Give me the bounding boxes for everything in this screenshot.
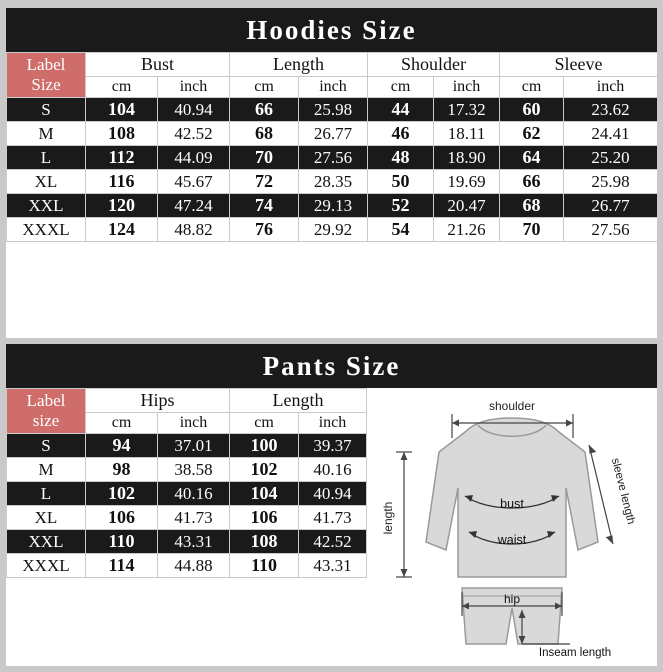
hoodies-row-size: XXL bbox=[7, 194, 86, 218]
length-label: length bbox=[381, 501, 395, 535]
pants-row-size: S bbox=[7, 434, 86, 458]
pants-title: Pants Size bbox=[6, 344, 657, 388]
inseam-length-label: Inseam length bbox=[538, 647, 612, 659]
hoodies-row-size: XL bbox=[7, 170, 86, 194]
cell-length-inch: 43.31 bbox=[299, 554, 367, 578]
label-word: Label bbox=[26, 55, 66, 75]
hoodies-label-size-header bbox=[7, 53, 86, 98]
cell-bust-cm: 116 bbox=[86, 170, 158, 194]
cell-sleeve-inch: 23.62 bbox=[564, 98, 658, 122]
sleeve-length-label: sleeve length bbox=[608, 456, 637, 526]
label-word: Label bbox=[26, 391, 66, 411]
bust-label: bust bbox=[500, 497, 524, 511]
pants-row-size: XL bbox=[7, 506, 86, 530]
cell-sleeve-cm: 62 bbox=[500, 122, 564, 146]
cell-sleeve-inch: 24.41 bbox=[564, 122, 658, 146]
cell-hips-cm: 102 bbox=[86, 482, 158, 506]
cell-shoulder-cm: 48 bbox=[368, 146, 434, 170]
table-row bbox=[7, 122, 658, 146]
measurement-diagram bbox=[370, 392, 655, 664]
cell-bust-inch: 45.67 bbox=[158, 170, 230, 194]
pants-group-header-row bbox=[7, 389, 367, 413]
cell-hips-inch: 44.88 bbox=[158, 554, 230, 578]
cell-length-cm: 100 bbox=[230, 434, 299, 458]
pants-unit-length-cm: cm bbox=[230, 413, 299, 434]
hoodies-unit-sleeve-inch: inch bbox=[564, 77, 658, 98]
hoodies-unit-shoulder-inch: inch bbox=[434, 77, 500, 98]
hoodies-unit-header-row bbox=[7, 77, 658, 98]
cell-shoulder-cm: 44 bbox=[368, 98, 434, 122]
cell-bust-inch: 48.82 bbox=[158, 218, 230, 242]
cell-sleeve-cm: 68 bbox=[500, 194, 564, 218]
pants-group-length: Length bbox=[230, 389, 367, 413]
cell-shoulder-cm: 50 bbox=[368, 170, 434, 194]
table-row bbox=[7, 170, 658, 194]
table-row bbox=[7, 146, 658, 170]
size-word: size bbox=[32, 411, 60, 430]
cell-length-cm: 74 bbox=[230, 194, 299, 218]
pants-unit-hips-cm: cm bbox=[86, 413, 158, 434]
hoodies-group-bust: Bust bbox=[86, 53, 230, 77]
cell-shoulder-inch: 19.69 bbox=[434, 170, 500, 194]
cell-length-inch: 29.13 bbox=[299, 194, 368, 218]
cell-shoulder-cm: 46 bbox=[368, 122, 434, 146]
cell-hips-inch: 37.01 bbox=[158, 434, 230, 458]
cell-length-inch: 40.16 bbox=[299, 458, 367, 482]
pants-row-size: M bbox=[7, 458, 86, 482]
cell-bust-inch: 42.52 bbox=[158, 122, 230, 146]
cell-bust-cm: 112 bbox=[86, 146, 158, 170]
cell-hips-inch: 40.16 bbox=[158, 482, 230, 506]
cell-length-cm: 104 bbox=[230, 482, 299, 506]
hoodies-row-size: L bbox=[7, 146, 86, 170]
cell-bust-cm: 104 bbox=[86, 98, 158, 122]
cell-shoulder-inch: 20.47 bbox=[434, 194, 500, 218]
pants-size-panel bbox=[6, 344, 657, 666]
cell-length-cm: 102 bbox=[230, 458, 299, 482]
cell-bust-inch: 40.94 bbox=[158, 98, 230, 122]
hoodies-unit-shoulder-cm: cm bbox=[368, 77, 434, 98]
cell-hips-cm: 94 bbox=[86, 434, 158, 458]
cell-shoulder-cm: 54 bbox=[368, 218, 434, 242]
cell-sleeve-cm: 60 bbox=[500, 98, 564, 122]
size-word: Size bbox=[31, 75, 61, 94]
length-dimension bbox=[396, 452, 412, 577]
pants-row-size: XXL bbox=[7, 530, 86, 554]
cell-length-cm: 66 bbox=[230, 98, 299, 122]
cell-shoulder-inch: 18.11 bbox=[434, 122, 500, 146]
cell-bust-inch: 44.09 bbox=[158, 146, 230, 170]
cell-length-cm: 106 bbox=[230, 506, 299, 530]
pants-size-table bbox=[6, 388, 367, 578]
cell-sleeve-inch: 26.77 bbox=[564, 194, 658, 218]
cell-length-inch: 40.94 bbox=[299, 482, 367, 506]
cell-length-cm: 108 bbox=[230, 530, 299, 554]
pants-group-hips: Hips bbox=[86, 389, 230, 413]
cell-length-cm: 76 bbox=[230, 218, 299, 242]
pants-unit-length-inch: inch bbox=[299, 413, 367, 434]
cell-hips-inch: 38.58 bbox=[158, 458, 230, 482]
cell-hips-inch: 43.31 bbox=[158, 530, 230, 554]
cell-length-cm: 110 bbox=[230, 554, 299, 578]
pants-label-size-header bbox=[7, 389, 86, 434]
hip-label: hip bbox=[503, 592, 521, 606]
table-row bbox=[7, 218, 658, 242]
cell-length-cm: 70 bbox=[230, 146, 299, 170]
hoodies-unit-sleeve-cm: cm bbox=[500, 77, 564, 98]
cell-shoulder-inch: 18.90 bbox=[434, 146, 500, 170]
shoulder-label: shoulder bbox=[488, 399, 536, 413]
table-row bbox=[7, 506, 367, 530]
cell-sleeve-inch: 25.98 bbox=[564, 170, 658, 194]
cell-length-inch: 28.35 bbox=[299, 170, 368, 194]
hoodies-unit-length-inch: inch bbox=[299, 77, 368, 98]
table-row bbox=[7, 554, 367, 578]
table-row bbox=[7, 530, 367, 554]
cell-bust-cm: 108 bbox=[86, 122, 158, 146]
table-row bbox=[7, 482, 367, 506]
hoodies-size-table bbox=[6, 52, 658, 242]
cell-bust-cm: 120 bbox=[86, 194, 158, 218]
hoodies-title: Hoodies Size bbox=[6, 8, 657, 52]
cell-sleeve-inch: 25.20 bbox=[564, 146, 658, 170]
cell-shoulder-inch: 21.26 bbox=[434, 218, 500, 242]
cell-sleeve-cm: 64 bbox=[500, 146, 564, 170]
cell-shoulder-cm: 52 bbox=[368, 194, 434, 218]
cell-length-inch: 27.56 bbox=[299, 146, 368, 170]
hoodies-row-size: XXXL bbox=[7, 218, 86, 242]
cell-length-inch: 42.52 bbox=[299, 530, 367, 554]
hoodies-size-panel bbox=[6, 8, 657, 338]
cell-bust-inch: 47.24 bbox=[158, 194, 230, 218]
cell-sleeve-cm: 66 bbox=[500, 170, 564, 194]
cell-bust-cm: 124 bbox=[86, 218, 158, 242]
hoodies-unit-length-cm: cm bbox=[230, 77, 299, 98]
pants-unit-hips-inch: inch bbox=[158, 413, 230, 434]
cell-length-inch: 39.37 bbox=[299, 434, 367, 458]
pants-content bbox=[6, 388, 657, 666]
cell-hips-inch: 41.73 bbox=[158, 506, 230, 530]
cell-length-inch: 26.77 bbox=[299, 122, 368, 146]
cell-length-inch: 41.73 bbox=[299, 506, 367, 530]
cell-length-cm: 68 bbox=[230, 122, 299, 146]
cell-length-inch: 29.92 bbox=[299, 218, 368, 242]
cell-sleeve-cm: 70 bbox=[500, 218, 564, 242]
pants-row-size: XXXL bbox=[7, 554, 86, 578]
hoodies-row-size: S bbox=[7, 98, 86, 122]
table-row bbox=[7, 98, 658, 122]
cell-shoulder-inch: 17.32 bbox=[434, 98, 500, 122]
hoodies-group-header-row bbox=[7, 53, 658, 77]
hoodies-unit-bust-cm: cm bbox=[86, 77, 158, 98]
table-row bbox=[7, 434, 367, 458]
cell-hips-cm: 110 bbox=[86, 530, 158, 554]
cell-hips-cm: 98 bbox=[86, 458, 158, 482]
table-row bbox=[7, 458, 367, 482]
table-row bbox=[7, 194, 658, 218]
cell-length-cm: 72 bbox=[230, 170, 299, 194]
cell-hips-cm: 114 bbox=[86, 554, 158, 578]
hoodies-group-sleeve: Sleeve bbox=[500, 53, 658, 77]
cell-sleeve-inch: 27.56 bbox=[564, 218, 658, 242]
pants-row-size: L bbox=[7, 482, 86, 506]
cell-length-inch: 25.98 bbox=[299, 98, 368, 122]
hoodies-group-shoulder: Shoulder bbox=[368, 53, 500, 77]
hoodies-unit-bust-inch: inch bbox=[158, 77, 230, 98]
hoodies-row-size: M bbox=[7, 122, 86, 146]
waist-label: waist bbox=[497, 533, 527, 547]
cell-hips-cm: 106 bbox=[86, 506, 158, 530]
hoodies-group-length: Length bbox=[230, 53, 368, 77]
